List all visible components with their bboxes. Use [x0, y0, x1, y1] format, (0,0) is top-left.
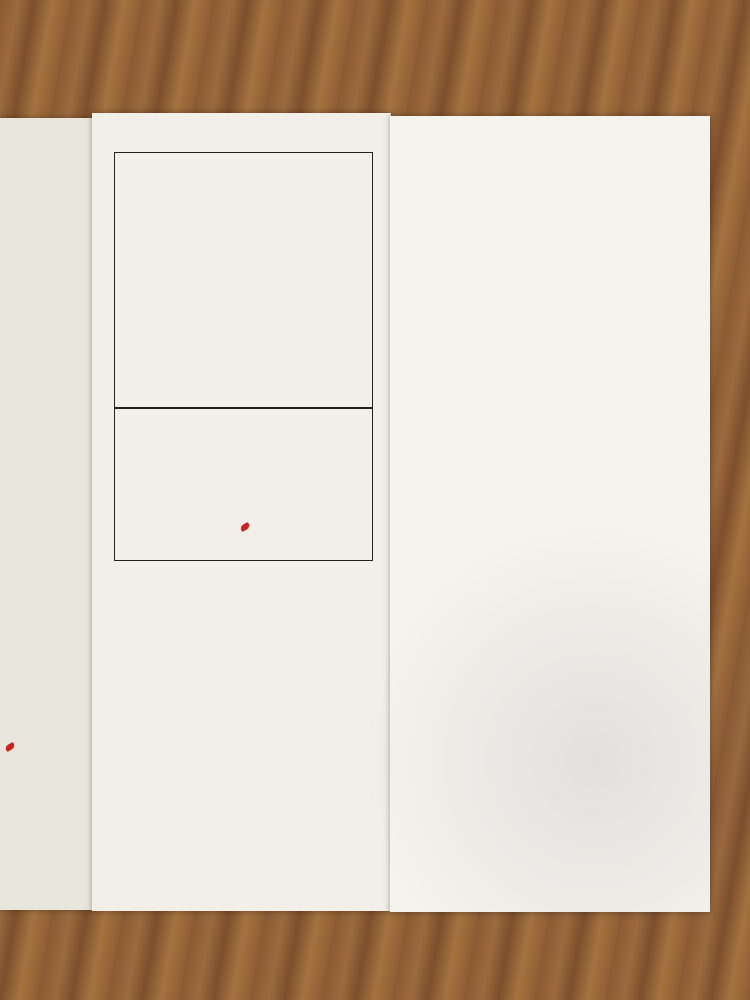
curry-item	[114, 521, 373, 532]
left-fragment	[0, 0, 92, 1000]
lunch-combinations-box	[114, 152, 373, 409]
pepper-icon	[239, 522, 251, 532]
pepper-icon	[2, 738, 15, 756]
chefs-special-box	[114, 407, 373, 561]
right-menu-panel	[390, 116, 710, 912]
